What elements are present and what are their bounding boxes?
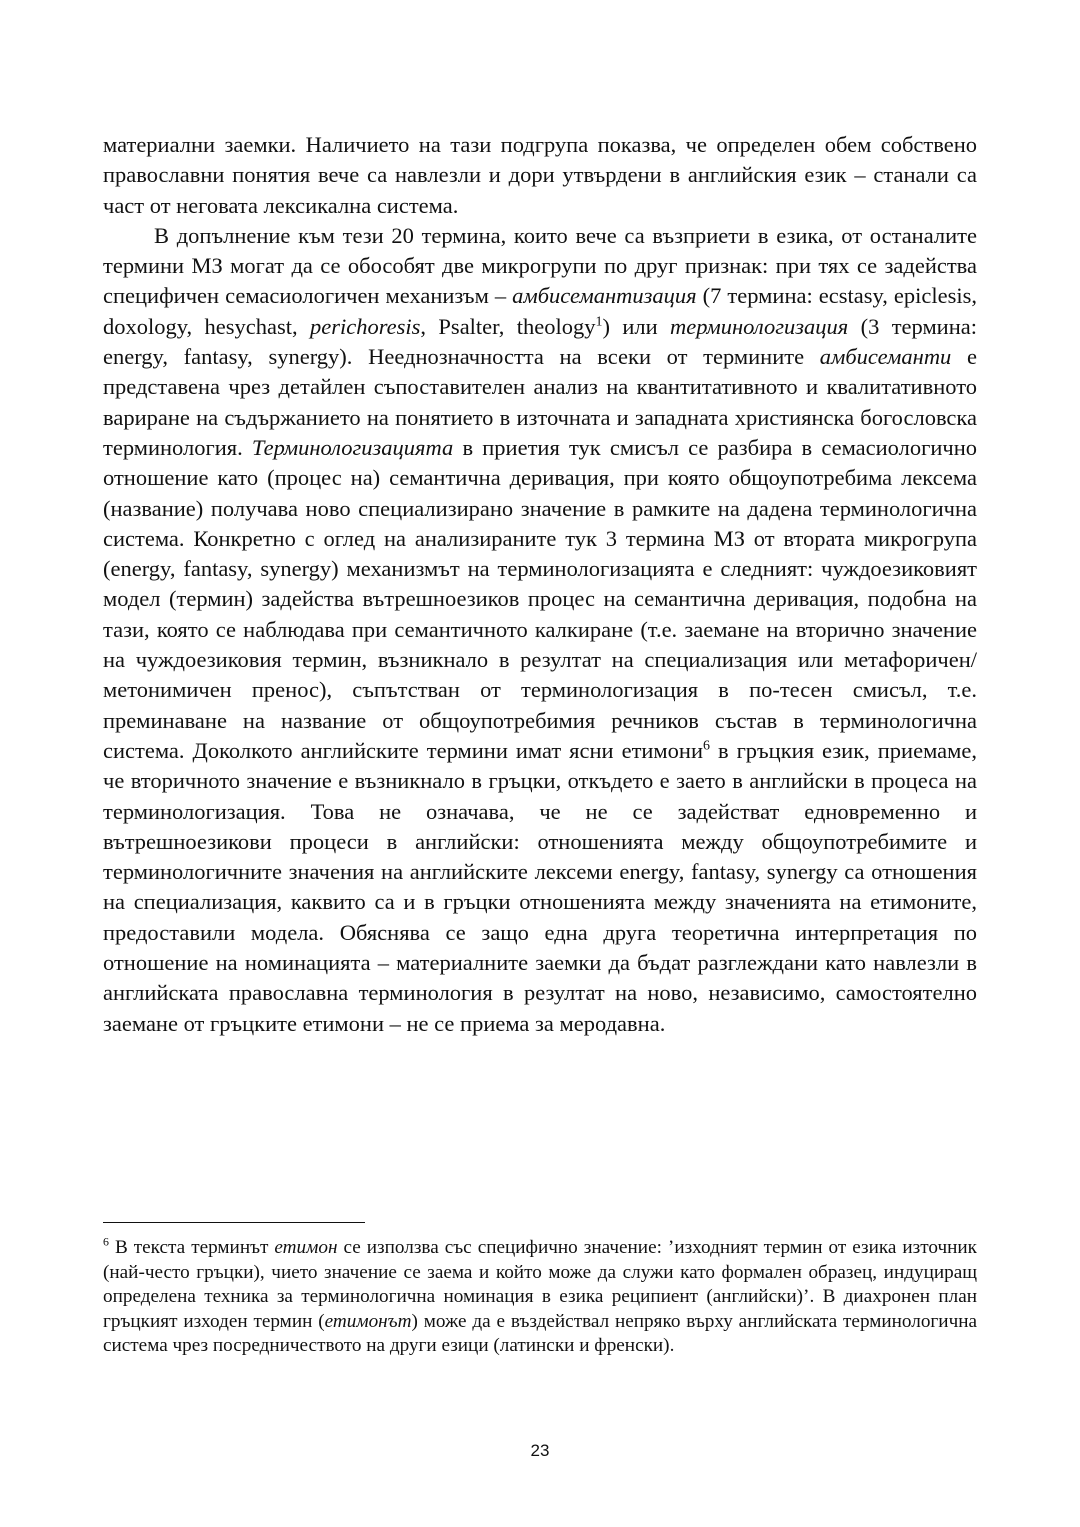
footnote-marker: 6 [103, 1234, 109, 1249]
paragraph [103, 221, 977, 1039]
paragraph [103, 130, 977, 221]
text-run: В текста терминът [108, 1237, 275, 1258]
footnote-marker: 1 [595, 314, 603, 330]
italic-term: perichoresis [310, 313, 421, 339]
page-number: 23 [530, 1441, 550, 1460]
italic-term: амбисеманти [819, 344, 952, 370]
main-text [103, 130, 977, 1039]
footnote-marker: 6 [703, 738, 710, 754]
text-run: (3 термина: energy, fantasy, synergy). Нееднозначността на всеки от термините [103, 313, 977, 370]
footnote-text [103, 1236, 977, 1359]
italic-term: терминологизация [670, 313, 849, 339]
text-run: (7 термина: ecstasy, epiclesis, doxology, hesychast, [103, 283, 977, 339]
text-run: ) може да е въздействал непряко върху английската терминологична система чрез посредничеството на други езици (латински и френски). [103, 1310, 978, 1356]
italic-term: Терминологизацията [251, 434, 454, 460]
footnote-separator [103, 1222, 365, 1223]
text-run: материални заемки. Наличието на тази подгрупа показва, че определен обем собствено православни понятия вече са навлезли и дори утвърдени в английския език – станали са част от неговата лексикална система. [103, 132, 977, 218]
italic-term: етимонът [324, 1310, 412, 1332]
text-run: , Psalter, theology [420, 313, 596, 339]
text-run: е представена чрез детайлен съпоставителен анализ на квантитативното и квалитативното вариране на съдържанието на понятието в източната и западната християнска богословска терминология. [103, 344, 977, 460]
text-run: се използва със специфично значение: ’изходният термин от езика източник (най-често гръцки), чието значение се заема и който може да служи като формален образец, индуциращ определена техника за терминологична номинация в езика реципиент (английски)’. В диахронен план гръцкият изходен термин ( [103, 1237, 977, 1332]
text-run: в приетия тук смисъл се разбира в семасиологично отношение като (процес на) семантична деривация, при която общоупотребима лексема (название) получава ново специализирано значение в рамките на дадена терминологична система. Конкретно с оглед на анализираните тук 3 термина МЗ от втората микрогрупа (energy, fantasy, synergy) механизмът на терминологизацията е следният: чуждоезиковият модел (термин) задейства вътрешноезиков процес на семантична деривация, подобна на тази, която се наблюдава при семантичното калкиране (т.е. заемане на вторично значение на чуждоезиковия термин, възникнало в резултат на специализация или метафоричен/метонимичен пренос), съпътстван от терминологизация в по-тесен смисъл, т.е. преминаване на название от общоупотребимия речников състав в терминологична система. Доколкото английските термини имат ясни етимони [103, 434, 977, 763]
text-run: в гръцкия език, приемаме, че вторичното значение е възникнало в гръцки, откъдето е заето в английски в процеса на терминологизация. Това не означава, че не се задействат едновременно и вътрешноезикови процеси в английски: отношенията между общоупотребимите и терминологичните значения на английските лексеми energy, fantasy, synergy са отношения на специализация, каквито са и в гръцки отношенията между значенията на етимоните, предоставили модела. Обяснява се защо една друга теоретична интерпретация по отношение на номинацията – материалните заемки да бъдат разглеждани като навлезли в английската православна терминология в резултат на ново, независимо, самостоятелно заемане от гръцките етимони – не се приема за меродавна. [103, 737, 977, 1036]
italic-term: амбисемантизация [512, 283, 697, 309]
text-run: ) или [602, 313, 671, 339]
footnote [103, 1236, 977, 1359]
italic-term: етимон [274, 1237, 338, 1258]
text-run: В допълнение към тези 20 термина, които вече са възприети в езика, от останалите термини МЗ могат да се обособят две микрогрупи по друг признак: при тях се задейства специфичен семасиологичен механизъм – [103, 222, 977, 309]
page-body [103, 130, 977, 1039]
